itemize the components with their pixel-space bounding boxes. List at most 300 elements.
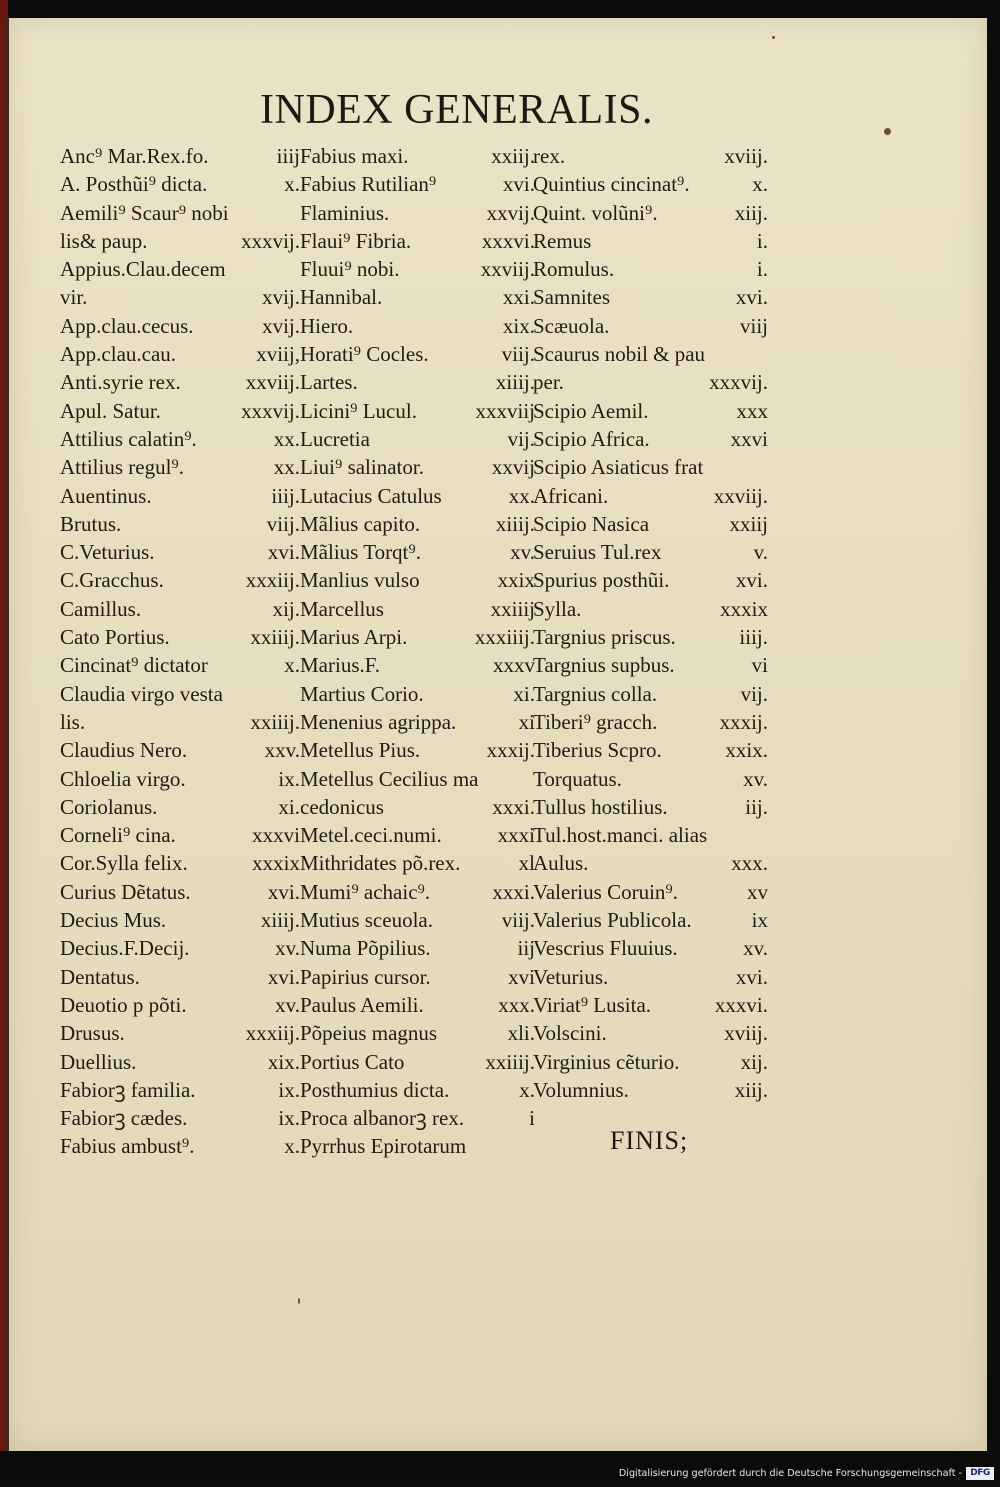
index-entry [60, 651, 300, 679]
index-entry [60, 793, 300, 821]
entry-name: Attilius regul⁹. [60, 455, 184, 480]
entry-folio: ix. [278, 1077, 300, 1102]
entry-folio: xxxv [493, 653, 535, 678]
entry-name: Mithridates põ.rex. [300, 851, 461, 876]
entry-folio: xvi. [267, 964, 300, 989]
index-entry [300, 312, 535, 340]
entry-folio: xxxix [720, 596, 768, 621]
index-entry [300, 453, 535, 481]
entry-folio: xxxij. [719, 709, 768, 734]
entry-name: Posthumius dicta. [300, 1077, 450, 1102]
entry-name: Papirius cursor. [300, 964, 431, 989]
entry-folio: xxxviij [475, 398, 535, 423]
index-entry [533, 340, 768, 368]
index-entry [533, 312, 768, 340]
entry-folio: iij. [745, 794, 768, 819]
entry-folio: xi. [278, 794, 300, 819]
index-entry [60, 934, 300, 962]
entry-folio: xix. [502, 313, 535, 338]
entry-name: Metel.ceci.numi. [300, 823, 442, 848]
entry-name: Scipio Africa. [533, 426, 650, 451]
entry-name: Decius.F.Decij. [60, 936, 190, 961]
entry-folio: xvi. [735, 568, 768, 593]
entry-name: Mumi⁹ achaic⁹. [300, 879, 431, 904]
entry-folio: iij [517, 936, 535, 961]
index-entry [300, 708, 535, 736]
entry-name: Marcellus [300, 596, 384, 621]
entry-name: Targnius colla. [533, 681, 658, 706]
entry-folio: ix. [278, 766, 300, 791]
entry-name: Portius Cato [300, 1049, 405, 1074]
entry-name: Targnius supbus. [533, 653, 675, 678]
entry-folio: xx. [273, 455, 300, 480]
entry-name: App.clau.cau. [60, 342, 177, 367]
index-entry [533, 397, 768, 425]
index-entry [300, 425, 535, 453]
index-entry [60, 906, 300, 934]
entry-folio: xxiij. [491, 144, 535, 168]
entry-name: Põpeius magnus [300, 1021, 438, 1046]
entry-folio: xxxi. [492, 794, 535, 819]
entry-name: Volumnius. [533, 1077, 629, 1102]
entry-folio: x. [284, 653, 300, 678]
index-entry [60, 1076, 300, 1104]
entry-name: Cincinat⁹ dictator [60, 653, 208, 678]
index-entry [300, 368, 535, 396]
entry-name: Scipio Aemil. [533, 398, 649, 423]
entry-folio: iiij. [739, 625, 768, 650]
index-entry [60, 963, 300, 991]
index-entry [60, 453, 300, 481]
entry-name: Curius Dẽtatus. [60, 879, 191, 904]
entry-folio: iiij. [271, 483, 300, 508]
index-entry [300, 566, 535, 594]
entry-name: Samnites [533, 285, 610, 310]
entry-name: Tul.host.manci. alias [533, 823, 708, 848]
index-entry [60, 142, 300, 170]
entry-name: Vescrius Fluuius. [533, 936, 678, 961]
index-entry [300, 906, 535, 934]
entry-name: Virginius cẽturio. [533, 1049, 680, 1074]
entry-name: Coriolanus. [60, 794, 158, 819]
index-entry [300, 170, 535, 198]
index-entry [533, 538, 768, 566]
index-entry [60, 991, 300, 1019]
page-title: INDEX GENERALIS. [260, 87, 653, 133]
entry-folio: xvi. [735, 285, 768, 310]
entry-name: Fabius maxi. [300, 144, 409, 168]
entry-name: Seruius Tul.rex [533, 540, 662, 565]
index-entry [533, 793, 768, 821]
entry-name: Horati⁹ Cocles. [300, 342, 429, 367]
index-entry [300, 510, 535, 538]
entry-folio: xxxvi. [714, 992, 768, 1017]
entry-name: Flaui⁹ Fibria. [300, 228, 412, 253]
index-entry [300, 142, 535, 170]
paper-speck [298, 1298, 300, 1304]
index-entry [300, 1076, 535, 1104]
entry-name: Licini⁹ Lucul. [300, 398, 417, 423]
entry-folio: xxvij [491, 455, 535, 480]
index-entry [300, 199, 535, 227]
entry-name: lis. [60, 709, 86, 734]
entry-folio: xxxi [497, 823, 535, 848]
index-entry [533, 482, 768, 510]
entry-folio: xij. [272, 596, 300, 621]
entry-folio: xxix. [725, 738, 768, 763]
index-entry [60, 849, 300, 877]
entry-name: Mutius sceuola. [300, 908, 433, 933]
index-entry [300, 1104, 535, 1132]
index-entry [533, 708, 768, 736]
index-entry [60, 821, 300, 849]
entry-name: Decius Mus. [60, 908, 167, 933]
entry-folio: xxxvij. [241, 398, 300, 423]
entry-folio: xxxi. [492, 879, 535, 904]
entry-name: Fluui⁹ nobi. [300, 257, 400, 282]
paper-speck [772, 36, 775, 39]
entry-name: Tullus hostilius. [533, 794, 668, 819]
entry-name: Mãlius Torqt⁹. [300, 540, 421, 565]
entry-folio: xix. [267, 1049, 300, 1074]
entry-folio: xxx [736, 398, 768, 423]
index-entry [300, 1048, 535, 1076]
entry-name: Manlius vulso [300, 568, 420, 593]
entry-folio: xvi. [735, 964, 768, 989]
entry-name: Corneli⁹ cina. [60, 823, 176, 848]
entry-folio: vij. [507, 426, 535, 451]
index-entry [60, 623, 300, 651]
entry-name: Claudius Nero. [60, 738, 188, 763]
entry-folio: xviij, [256, 342, 300, 367]
index-entry [60, 765, 300, 793]
entry-folio: xiiij. [260, 908, 300, 933]
entry-folio: i [529, 1106, 535, 1131]
entry-name: Valerius Publicola. [533, 908, 692, 933]
entry-folio: xxxiij. [245, 1021, 300, 1046]
index-entry [300, 482, 535, 510]
index-entry [60, 340, 300, 368]
entry-folio: xviij. [724, 144, 768, 168]
entry-folio: ix [751, 908, 768, 933]
index-entry [300, 227, 535, 255]
entry-folio: xxxvij. [241, 228, 300, 253]
entry-folio: xvi. [502, 172, 535, 197]
entry-folio: xv. [275, 992, 300, 1017]
entry-name: Brutus. [60, 511, 122, 536]
entry-folio: xiij. [734, 200, 768, 225]
entry-name: Remus [533, 228, 592, 253]
entry-folio: iiij [276, 144, 300, 168]
index-entry [300, 991, 535, 1019]
entry-folio: xiiij. [495, 511, 535, 536]
entry-folio: vi [751, 653, 768, 678]
entry-folio: xxiij [729, 511, 768, 536]
entry-name: Lutacius Catulus [300, 483, 442, 508]
entry-name: lis& paup. [60, 228, 148, 253]
index-entry [533, 821, 768, 849]
index-entry [533, 595, 768, 623]
entry-name: C.Veturius. [60, 540, 155, 565]
index-entry [60, 227, 300, 255]
entry-folio: xvij. [262, 285, 300, 310]
dfg-logo: DFG [966, 1467, 994, 1480]
index-entry [533, 142, 768, 170]
entry-folio: xxvi [730, 426, 768, 451]
entry-name: Dentatus. [60, 964, 140, 989]
entry-folio: xxviij. [480, 257, 535, 282]
entry-folio: xiiij. [495, 370, 535, 395]
entry-folio: xxiiij [490, 596, 535, 621]
entry-folio: xxxij. [486, 738, 535, 763]
entry-name: Liui⁹ salinator. [300, 455, 424, 480]
entry-name: Numa Põpilius. [300, 936, 431, 961]
entry-folio: xxxiiij. [474, 625, 535, 650]
index-entry [533, 283, 768, 311]
entry-folio: xvi. [267, 540, 300, 565]
index-column-2 [300, 142, 535, 1161]
entry-name: Duellius. [60, 1049, 137, 1074]
index-entry [300, 934, 535, 962]
entry-folio: xxxiij. [245, 568, 300, 593]
entry-folio: xxx. [498, 992, 535, 1017]
index-entry [60, 312, 300, 340]
index-entry [300, 1019, 535, 1047]
index-entry [300, 595, 535, 623]
index-entry [300, 849, 535, 877]
entry-name: Tiberi⁹ gracch. [533, 709, 658, 734]
entry-name: Fabiorꝫ cædes. [60, 1106, 188, 1131]
entry-folio: xxiiij. [250, 625, 300, 650]
entry-name: Proca albanorꝫ rex. [300, 1106, 465, 1131]
entry-folio: v. [753, 540, 768, 565]
entry-name: Romulus. [533, 257, 615, 282]
entry-name: cedonicus [300, 794, 384, 819]
index-entry [533, 906, 768, 934]
entry-folio: xv. [510, 540, 535, 565]
entry-folio: xiij. [734, 1077, 768, 1102]
entry-folio: viij. [266, 511, 300, 536]
entry-name: A. Posthũi⁹ dicta. [60, 172, 208, 197]
entry-folio: xxx. [731, 851, 768, 876]
entry-name: Apul. Satur. [60, 398, 161, 423]
entry-name: Sylla. [533, 596, 582, 621]
entry-name: Targnius priscus. [533, 625, 676, 650]
index-entry [533, 1048, 768, 1076]
paper-speck [884, 128, 891, 135]
entry-name: Quint. volũni⁹. [533, 200, 658, 225]
index-entry [60, 397, 300, 425]
entry-folio: i. [756, 228, 768, 253]
index-entry [533, 368, 768, 396]
index-entry [300, 340, 535, 368]
index-entry [533, 651, 768, 679]
entry-folio: xxv. [264, 738, 300, 763]
entry-name: Spurius posthũi. [533, 568, 670, 593]
entry-name: per. [533, 370, 564, 395]
entry-folio: xxviij. [245, 370, 300, 395]
entry-folio: xxiiij. [485, 1049, 535, 1074]
index-entry [300, 765, 535, 793]
index-entry [300, 680, 535, 708]
entry-folio: x. [284, 1134, 300, 1159]
index-entry [533, 227, 768, 255]
entry-name: Aulus. [533, 851, 589, 876]
index-entry [60, 708, 300, 736]
entry-name: Aemili⁹ Scaur⁹ nobi [60, 200, 229, 225]
index-entry [533, 453, 768, 481]
entry-folio: xij. [740, 1049, 768, 1074]
entry-name: Appius.Clau.decem [60, 257, 226, 282]
entry-name: vir. [60, 285, 88, 310]
entry-folio: xviij. [724, 1021, 768, 1046]
entry-name: Scipio Nasica [533, 511, 650, 536]
index-entry [533, 425, 768, 453]
entry-name: Mãlius capito. [300, 511, 421, 536]
index-entry [300, 538, 535, 566]
index-entry [533, 255, 768, 283]
index-entry [533, 849, 768, 877]
entry-folio: xxxix [252, 851, 300, 876]
entry-name: Fabius Rutilian⁹ [300, 172, 437, 197]
entry-name: Metellus Cecilius ma [300, 766, 479, 791]
entry-name: Flaminius. [300, 200, 390, 225]
entry-name: Anti.syrie rex. [60, 370, 181, 395]
index-entry [533, 736, 768, 764]
entry-name: Hiero. [300, 313, 354, 338]
index-entry [60, 199, 300, 227]
entry-name: C.Gracchus. [60, 568, 164, 593]
entry-folio: xx. [273, 426, 300, 451]
entry-name: Deuotio p põti. [60, 992, 187, 1017]
index-entry [300, 623, 535, 651]
entry-name: Martius Corio. [300, 681, 424, 706]
entry-folio: xxix [497, 568, 535, 593]
entry-folio: xv [747, 879, 768, 904]
index-entry [60, 255, 300, 283]
entry-name: Scaurus nobil & pau [533, 342, 706, 367]
index-entry [60, 1048, 300, 1076]
index-entry [60, 283, 300, 311]
index-entry [300, 283, 535, 311]
index-column-3 [533, 142, 768, 1104]
index-entry [60, 482, 300, 510]
entry-folio: viij. [501, 342, 535, 367]
index-entry [60, 680, 300, 708]
entry-folio: ix. [278, 1106, 300, 1131]
entry-folio: viij. [501, 908, 535, 933]
funding-notice: Digitalisierung gefördert durch die Deutsche Forschungsgemeinschaft - [618, 1468, 962, 1479]
entry-folio: x. [519, 1077, 535, 1102]
entry-folio: xv. [275, 936, 300, 961]
entry-name: Fabiorꝫ familia. [60, 1077, 196, 1102]
index-entry [533, 510, 768, 538]
entry-name: Camillus. [60, 596, 142, 621]
index-entry [533, 878, 768, 906]
index-entry [60, 736, 300, 764]
index-entry [300, 736, 535, 764]
entry-name: Torquatus. [533, 766, 622, 791]
entry-folio: xxviij. [713, 483, 768, 508]
index-entry [533, 991, 768, 1019]
entry-folio: xxiiij. [250, 709, 300, 734]
index-entry [300, 255, 535, 283]
index-entry [60, 425, 300, 453]
entry-name: Scipio Asiaticus frat [533, 455, 704, 480]
entry-name: Claudia virgo vesta [60, 681, 223, 706]
index-entry [300, 963, 535, 991]
entry-name: Scæuola. [533, 313, 610, 338]
entry-name: Hannibal. [300, 285, 383, 310]
entry-folio: xxvij. [486, 200, 535, 225]
entry-name: Viriat⁹ Lusita. [533, 992, 652, 1017]
entry-name: Metellus Pius. [300, 738, 421, 763]
index-entry [60, 566, 300, 594]
entry-name: Auentinus. [60, 483, 152, 508]
index-entry [300, 397, 535, 425]
index-column-1 [60, 142, 300, 1161]
entry-folio: xx. [508, 483, 535, 508]
index-entry [533, 680, 768, 708]
entry-folio: vij. [740, 681, 768, 706]
entry-folio: xv. [743, 936, 768, 961]
index-entry [533, 1076, 768, 1104]
index-entry [533, 566, 768, 594]
entry-name: Cato Portius. [60, 625, 170, 650]
entry-name: Menenius agrippa. [300, 709, 457, 734]
index-entry [300, 793, 535, 821]
entry-name: Tiberius Scpro. [533, 738, 662, 763]
index-entry [60, 878, 300, 906]
entry-name: Cor.Sylla felix. [60, 851, 188, 876]
entry-name: Volscini. [533, 1021, 607, 1046]
entry-name: Valerius Coruin⁹. [533, 879, 678, 904]
entry-name: Quintius cincinat⁹. [533, 172, 690, 197]
index-entry [533, 199, 768, 227]
index-entry [60, 368, 300, 396]
index-entry [60, 595, 300, 623]
entry-name: Paulus Aemili. [300, 992, 424, 1017]
index-entry [60, 1132, 300, 1160]
index-entry [533, 963, 768, 991]
entry-folio: i. [756, 257, 768, 282]
index-entry [300, 821, 535, 849]
entry-name: Marius.F. [300, 653, 380, 678]
entry-name: App.clau.cecus. [60, 313, 194, 338]
index-entry [300, 651, 535, 679]
entry-folio: xvij. [262, 313, 300, 338]
entry-name: Fabius ambust⁹. [60, 1134, 195, 1159]
entry-folio: xl [518, 851, 535, 876]
index-entry [533, 934, 768, 962]
entry-folio: xli. [507, 1021, 535, 1046]
index-entry [533, 765, 768, 793]
entry-folio: x. [284, 172, 300, 197]
entry-name: Pyrrhus Epirotarum [300, 1134, 467, 1159]
index-entry [60, 1019, 300, 1047]
entry-folio: xxxvi [252, 823, 300, 848]
entry-name: Marius Arpi. [300, 625, 408, 650]
index-entry [60, 510, 300, 538]
entry-folio: xxxvi. [481, 228, 535, 253]
entry-folio: x. [752, 172, 768, 197]
entry-folio: xv. [743, 766, 768, 791]
index-entry [533, 1019, 768, 1047]
entry-folio: xvi [508, 964, 535, 989]
index-entry [60, 170, 300, 198]
entry-folio: xi. [513, 681, 535, 706]
entry-folio: viij [739, 313, 768, 338]
